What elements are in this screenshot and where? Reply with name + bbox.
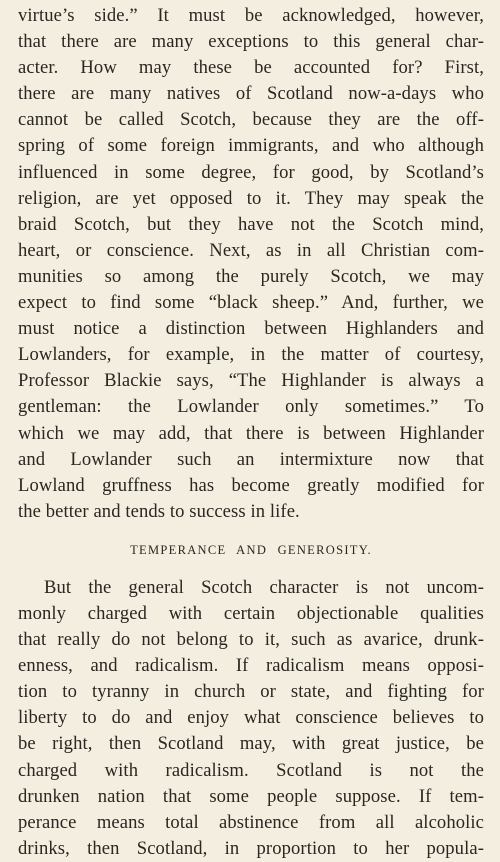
paragraph-courtesy (18, 3, 484, 525)
text-line: monly charged with certain objectionable qualities (18, 602, 484, 624)
text-line: must notice a distinction between Highlanders and (18, 318, 484, 340)
text-line: influenced in some degree, for good, by Scotland’s (18, 161, 484, 183)
text-line: Professor Blackie says, “The Highlander is always a (18, 370, 484, 392)
text-line: munities so among the purely Scotch, we may (18, 265, 484, 287)
text-line: enness, and radicalism. If radicalism means opposi- (18, 655, 484, 677)
text-line: spring of some foreign immigrants, and who although (18, 135, 484, 157)
text-line: expect to find some “black sheep.” And, further, we (18, 292, 484, 314)
text-line: Lowlanders, for example, in the matter of courtesy, (18, 344, 484, 366)
text-line: heart, or conscience. Next, as in all Christian com- (18, 239, 484, 261)
text-line: there are many natives of Scotland now-a-days who (18, 83, 484, 105)
text-line: tion to tyranny in church or state, and fighting for (18, 681, 484, 703)
text-line: drinks, then Scotland, in proportion to her popula- (18, 837, 484, 859)
text-line: drunken nation that some people suppose. If tem- (18, 785, 484, 807)
text-line: Lowland gruffness has become greatly modified for (18, 474, 484, 496)
text-line: be right, then Scotland may, with great justice, be (18, 733, 484, 755)
paragraph-temperance (18, 575, 484, 862)
text-line: which we may add, that there is between Highlander (18, 422, 484, 444)
text-line: charged with radicalism. Scotland is not the (18, 759, 484, 781)
text-line: gentleman: the Lowlander only sometimes.” To (18, 396, 484, 418)
text-line: liberty to do and enjoy what conscience believes to (18, 707, 484, 729)
text-line: perance means total abstinence from all alcoholic (18, 811, 484, 833)
text-line: virtue’s side.” It must be acknowledged, however, (18, 5, 484, 26)
text-line: religion, are yet opposed to it. They may speak the (18, 187, 484, 209)
text-line: cannot be called Scotch, because they are the off- (18, 109, 484, 131)
section-heading: TEMPERANCE AND GENEROSITY. (130, 542, 372, 557)
text-line: But the general Scotch character is not uncom- (44, 576, 484, 598)
text-line: that really do not belong to it, such as avarice, drunk- (18, 629, 484, 651)
text-line: the better and tends to success in life. (18, 500, 300, 522)
text-line: acter. How may these be accounted for? First, (18, 57, 484, 79)
text-line: and Lowlander such an intermixture now that (18, 448, 484, 470)
text-line: braid Scotch, but they have not the Scotch mind, (18, 213, 484, 235)
text-line: that there are many exceptions to this general char- (18, 31, 484, 53)
